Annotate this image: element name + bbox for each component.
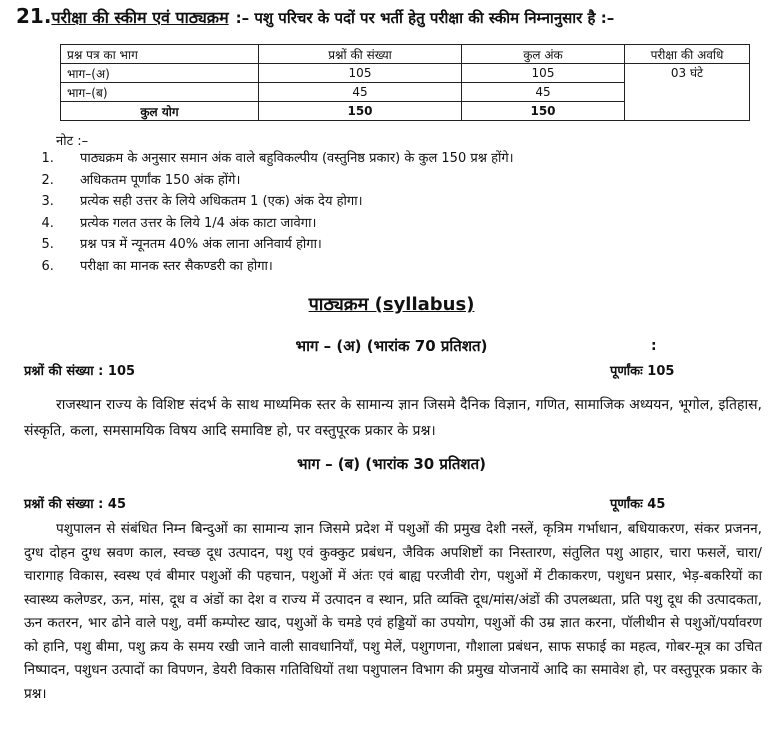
note-item: 4. प्रत्येक गलत उत्तर के लिये 1/4 अंक काटा जावेगा।	[58, 213, 758, 235]
cell-total-questions: 150	[259, 102, 462, 121]
scheme-table	[60, 44, 750, 121]
part-a-marks: पूर्णांकः 105	[610, 364, 675, 379]
section-number: 21.	[16, 4, 52, 28]
part-a-heading: भाग – (अ) (भारांक 70 प्रतिशत)	[295, 337, 488, 355]
cell-total-label: कुल योग	[61, 102, 259, 121]
part-b-questions: प्रश्नों की संख्या : 45	[24, 497, 126, 512]
table-header-row	[61, 45, 750, 64]
cell-questions: 105	[259, 64, 462, 83]
notes-label: नोट :–	[56, 134, 89, 149]
cell-marks: 105	[462, 64, 625, 83]
part-a-questions: प्रश्नों की संख्या : 105	[24, 364, 136, 379]
cell-part: भाग–(अ)	[61, 64, 259, 83]
cell-marks: 45	[462, 83, 625, 102]
part-b-marks: पूर्णांकः 45	[610, 497, 666, 512]
note-item: 1. पाठ्यक्रम के अनुसार समान अंक वाले बहुविकल्पीय (वस्तुनिष्ठ प्रकार) के कुल 150 प्रश्न होंगे।	[58, 148, 758, 170]
table-row	[61, 64, 750, 83]
part-b-text: पशुपालन से संबंधित निम्न बिन्दुओं का सामान्य ज्ञान जिसमे प्रदेश में पशुओं की प्रमुख देशी नस्लें, कृत्रिम गर्भाधान, बधियाकरण, संकर प्रजनन, दुग्ध दोहन दुग्ध स्रवण काल, स्वच्छ दूध उत्पादन, पशु एवं कुक्कुट प्रबंधन, जैविक अपशिष्टों का निस्तारण, संतुलित पशु आहार, चारा फसलें, चारा/चारागाह विकास, स्वस्थ एवं बीमार पशुओं की पहचान, पशुओं में अंतः एवं बाह्य परजीवी रोग, पशुओं में टीकाकरण, पशुधन प्रसार, भेड़-बकरियों का स्वास्थ्य कलेण्डर, ऊन, मांस, दूध व अंडों का देश व राज्य में उत्पादन व स्थान, प्रति व्यक्ति दूध/मांस/अंडों की उपलब्धता, प्रति पशु दूध की उत्पादकता, ऊन कतरन, भार ढोने वाले पशु, वर्मी कम्पोस्ट खाद, पशुओं के चमडे एवं हड्डियों का उपयोग, पशुओं की उम्र ज्ञात करना, पॉलीथीन से पशुओं/पर्यावरण को हानि, पशु बीमा, पशु क्रय के समय रखी जाने वाली सावधानियाँ, पशु मेलें, पशुगणना, गौशाला प्रबंधन, साफ सफाई का महत्व, गोबर-मूत्र का उचित निष्पादन, पशुधन उत्पादों का विपणन, डेयरी विकास गतिविधियों तथा पशुपालन विभाग की प्रमुख योजनायें आदि का समावेश हो, पर वस्तुपूरक प्रकार के प्रश्न।	[24, 521, 762, 702]
header-duration: परीक्षा की अवधि	[625, 45, 750, 64]
note-item: 2. अधिकतम पूर्णांक 150 अंक होंगे।	[58, 170, 758, 192]
cell-total-marks: 150	[462, 102, 625, 121]
section-heading	[16, 4, 614, 28]
header-questions: प्रश्नों की संख्या	[259, 45, 462, 64]
notes-list	[30, 148, 758, 278]
note-item: 3. प्रत्येक सही उत्तर के लिये अधिकतम 1 (एक) अंक देय होगा।	[58, 191, 758, 213]
note-item: 6. परीक्षा का मानक स्तर सैकण्डरी का होगा।	[58, 256, 758, 278]
stray-colon: :	[651, 338, 657, 354]
header-part: प्रश्न पत्र का भाग	[61, 45, 259, 64]
cell-part: भाग–(ब)	[61, 83, 259, 102]
part-a-text: राजस्थान राज्य के विशिष्ट संदर्भ के साथ माध्यमिक स्तर के सामान्य ज्ञान जिसमे दैनिक विज्ञान, गणित, सामाजिक अध्ययन, भूगोल, इतिहास, संस्कृति, कला, समसामयिक विषय आदि समाविष्ट हो, पर वस्तुपूरक प्रकार के प्रश्न।	[24, 397, 762, 439]
cell-duration: 03 घंटे	[625, 64, 750, 121]
section-intro: :– पशु परिचर के पदों पर भर्ती हेतु परीक्षा की स्कीम निम्नानुसार है :–	[235, 9, 615, 27]
header-marks: कुल अंक	[462, 45, 625, 64]
part-b-heading: भाग – (ब) (भारांक 30 प्रतिशत)	[296, 455, 487, 473]
syllabus-title: पाठ्यक्रम (syllabus)	[308, 294, 475, 315]
section-title: परीक्षा की स्कीम एवं पाठ्यक्रम	[51, 8, 229, 27]
note-item: 5. प्रश्न पत्र में न्यूनतम 40% अंक लाना अनिवार्य होगा।	[58, 234, 758, 256]
cell-questions: 45	[259, 83, 462, 102]
